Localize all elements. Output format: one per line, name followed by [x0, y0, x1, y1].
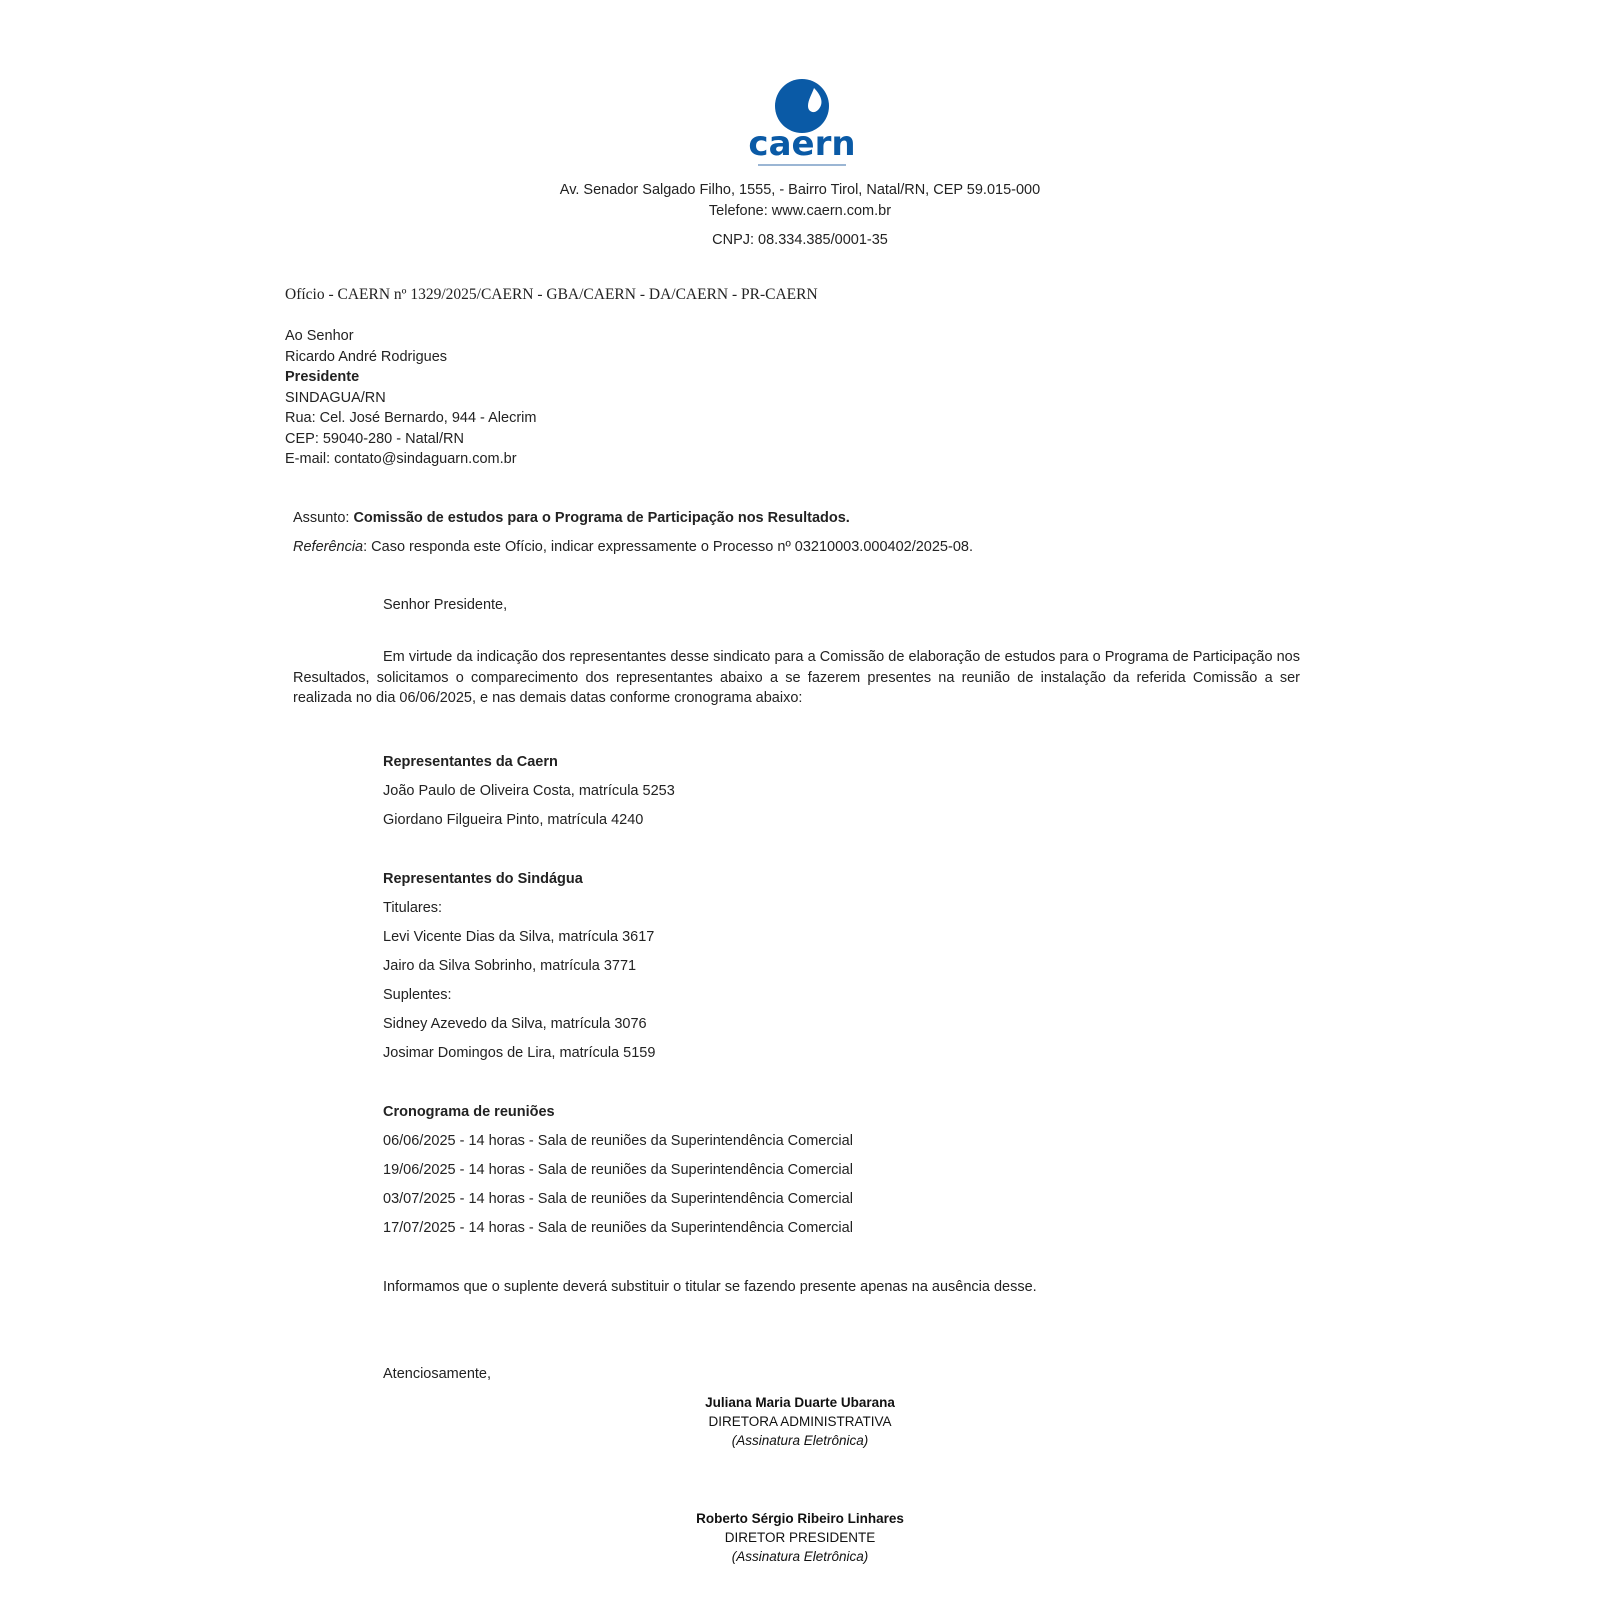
header-address: Av. Senador Salgado Filho, 1555, - Bairro Tirol, Natal/RN, CEP 59.015-000 — [559, 182, 1041, 198]
body-paragraph-text: Em virtude da indicação dos representantes desse sindicato para a Comissão de elaboração de estudos para o Programa de Participação nos Resultados, solicitamos o comparecimento dos representantes abaixo a se fazerem presentes na reunião de instalação da referida Comissão a ser realizada no dia 06/06/2025, e nas demais datas conforme cronograma abaixo: — [293, 649, 1300, 706]
signature-name: Juliana Maria Duarte Ubarana — [705, 1395, 895, 1410]
list-item: Giordano Filgueira Pinto, matrícula 4240 — [383, 812, 644, 828]
reference-label: Referência — [293, 539, 364, 555]
list-item: Sidney Azevedo da Silva, matrícula 3076 — [383, 1016, 647, 1032]
logo-wordmark: caern — [748, 124, 856, 164]
schedule-item: 06/06/2025 - 14 horas - Sala de reuniões da Superintendência Comercial — [383, 1133, 853, 1149]
subject-line — [293, 510, 850, 526]
salutation: Senhor Presidente, — [383, 597, 508, 613]
subject-text: Comissão de estudos para o Programa de Participação nos Resultados. — [353, 510, 850, 526]
caern-logo — [744, 78, 860, 168]
list-item: Josimar Domingos de Lira, matrícula 5159 — [383, 1045, 656, 1061]
recipient-org: SINDAGUA/RN — [285, 389, 386, 406]
reference-line — [293, 539, 973, 555]
signature-name: Roberto Sérgio Ribeiro Linhares — [696, 1511, 904, 1526]
signature-role: DIRETORA ADMINISTRATIVA — [708, 1414, 892, 1429]
sindagua-reps-heading: Representantes do Sindágua — [383, 871, 583, 887]
signature-mode: (Assinatura Eletrônica) — [731, 1433, 869, 1448]
closing: Atenciosamente, — [383, 1366, 492, 1382]
recipient-email: E-mail: contato@sindaguarn.com.br — [285, 451, 517, 467]
header-phone: Telefone: www.caern.com.br — [708, 203, 892, 219]
recipient-cep: CEP: 59040-280 - Natal/RN — [285, 430, 464, 447]
signature-mode: (Assinatura Eletrônica) — [731, 1549, 869, 1564]
recipient-greeting: Ao Senhor — [285, 328, 354, 344]
reference-text: : Caso responda este Ofício, indicar expressamente o Processo nº 03210003.000402/2025-08. — [363, 539, 973, 555]
list-item: João Paulo de Oliveira Costa, matrícula 5253 — [383, 783, 675, 799]
schedule-item: 03/07/2025 - 14 horas - Sala de reuniões da Superintendência Comercial — [383, 1191, 853, 1207]
schedule-heading: Cronograma de reuniões — [383, 1104, 555, 1120]
recipient-street: Rua: Cel. José Bernardo, 944 - Alecrim — [285, 410, 537, 426]
list-item: Levi Vicente Dias da Silva, matrícula 3617 — [383, 929, 655, 945]
oficio-number: Ofício - CAERN nº 1329/2025/CAERN - GBA/CAERN - DA/CAERN - PR-CAERN — [285, 286, 818, 303]
list-item: Jairo da Silva Sobrinho, matrícula 3771 — [383, 958, 637, 974]
signature-role: DIRETOR PRESIDENTE — [724, 1530, 876, 1545]
recipient-title: Presidente — [285, 369, 360, 385]
titulares-label: Titulares: — [383, 900, 443, 916]
recipient-name: Ricardo André Rodrigues — [285, 348, 448, 365]
caern-reps-heading: Representantes da Caern — [383, 754, 558, 770]
note: Informamos que o suplente deverá substituir o titular se fazendo presente apenas na ausência desse. — [383, 1279, 1037, 1295]
schedule-item: 19/06/2025 - 14 horas - Sala de reuniões da Superintendência Comercial — [383, 1162, 853, 1178]
schedule-item: 17/07/2025 - 14 horas - Sala de reuniões da Superintendência Comercial — [383, 1220, 853, 1236]
logo-tagline — [758, 164, 846, 166]
subject-label: Assunto: — [293, 510, 354, 526]
body-paragraph — [293, 647, 1300, 709]
header-cnpj: CNPJ: 08.334.385/0001-35 — [712, 232, 888, 248]
suplentes-label: Suplentes: — [383, 987, 452, 1003]
